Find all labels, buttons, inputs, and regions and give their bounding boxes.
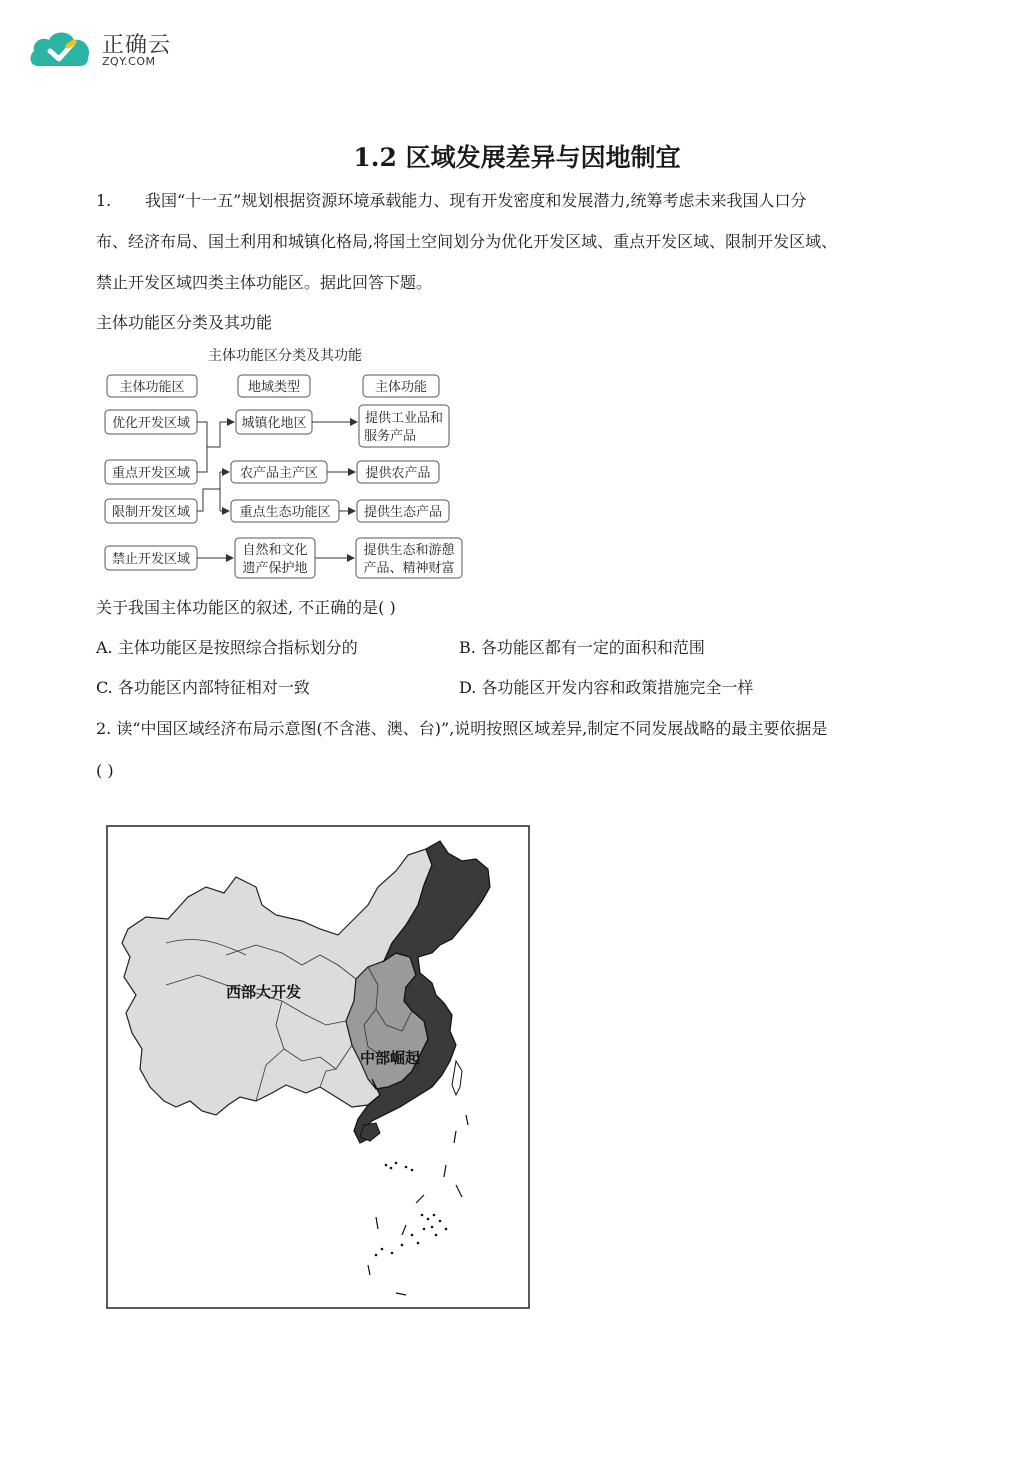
q1-stem: 关于我国主体功能区的叙述, 不正确的是( ): [96, 598, 396, 617]
diagram-title: 主体功能区分类及其功能: [208, 348, 362, 364]
q2-line-2: ( ): [96, 761, 114, 780]
function-industrial-1: 提供工业品和: [364, 411, 444, 426]
map-label-central: 中部崛起: [360, 1049, 421, 1067]
map-label-west: 西部大开发: [226, 983, 302, 1001]
q1-line-2: 布、经济布局、国土利用和城镇化格局,将国土空间划分为优化开发区域、重点开发区域、限制开发区域、: [96, 232, 838, 251]
function-eco: 提供生态产品: [363, 505, 443, 520]
header-function: 主体功能: [374, 380, 428, 395]
type-eco: 重点生态功能区: [239, 505, 331, 520]
logo-domain: ZQY.COM: [102, 55, 156, 68]
type-heritage-1: 自然和文化: [242, 543, 308, 558]
zone-prohibited: 禁止开发区域: [111, 552, 191, 567]
q1-option-c: C. 各功能区内部特征相对一致: [96, 678, 310, 697]
cloud-check-icon: [31, 33, 90, 67]
zone-key: 重点开发区域: [111, 466, 191, 481]
q1-option-d: D. 各功能区开发内容和政策措施完全一样: [459, 678, 754, 697]
function-zone-diagram: [100, 342, 470, 587]
function-recreation-2: 产品、精神财富: [363, 561, 455, 576]
q1-number: 1.: [96, 191, 112, 210]
function-agri: 提供农产品: [365, 466, 431, 481]
type-agri: 农产品主产区: [239, 466, 319, 481]
zone-restricted: 限制开发区域: [111, 505, 191, 520]
type-heritage-2: 遗产保护地: [242, 561, 308, 576]
header-type: 地域类型: [247, 380, 301, 395]
page-title: 1.2 区域发展差异与因地制宜: [353, 143, 681, 172]
type-urban: 城镇化地区: [241, 416, 307, 431]
q1-line-1: 我国“十一五”规划根据资源环境承载能力、现有开发密度和发展潜力,统筹考虑未来我国人口分: [145, 191, 807, 210]
q1-option-b: B. 各功能区都有一定的面积和范围: [459, 638, 705, 657]
header-zone: 主体功能区: [119, 380, 185, 395]
function-industrial-2: 服务产品: [363, 429, 417, 444]
q2-line-1: 2. 读“中国区域经济布局示意图(不含港、澳、台)”,说明按照区域差异,制定不同发展战略的最主要依据是: [96, 719, 828, 738]
q1-option-a: A. 主体功能区是按照综合指标划分的: [96, 638, 358, 657]
china-region-map: [106, 825, 530, 1309]
q1-caption: 主体功能区分类及其功能: [96, 313, 273, 332]
logo-name: 正确云: [102, 33, 172, 58]
zone-optimized: 优化开发区域: [111, 416, 191, 431]
q1-line-3: 禁止开发区域四类主体功能区。据此回答下题。: [96, 273, 433, 292]
function-recreation-1: 提供生态和游憩: [363, 543, 455, 558]
